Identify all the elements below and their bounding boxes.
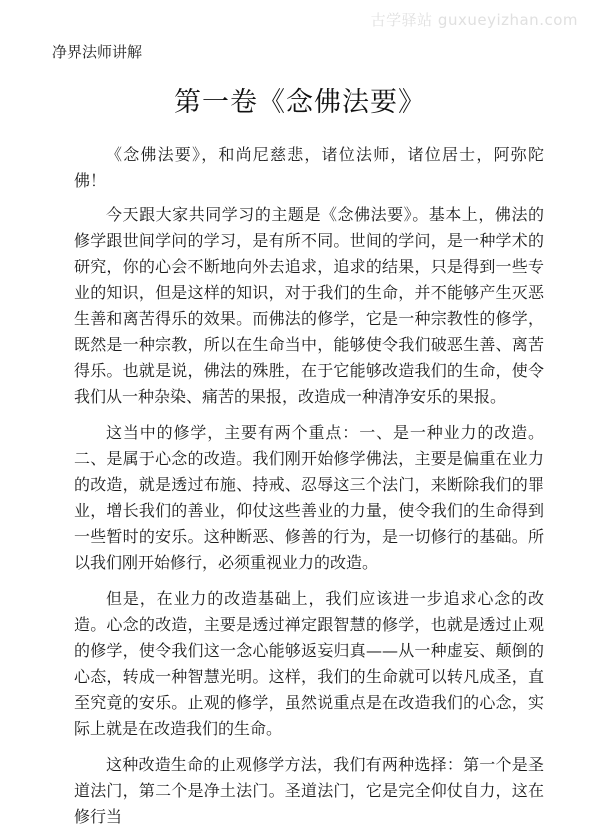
paragraph-4: 这种改造生命的止观修学方法，我们有两种选择：第一个是圣道法门，第二个是净土法门。圣道法门，它是完全仰仗自力，这在修行当: [74, 755, 544, 826]
paragraph-3: 但是，在业力的改造基础上，我们应该进一步追求心念的改造。心念的改造，主要是透过禅定跟智慧的修学，也就是透过止观的修学，使令我们这一念心能够返妄归真——从一种虚妄、颠倒的心态，转成一种智慧光明。这样，我们的生命就可以转凡成圣，直至究竟的安乐。止观的修学，虽然说重点是在改造我们的心念，实际上就是在改造我们的生命。: [74, 589, 544, 738]
site-watermark: 古学驿站 guxueyizhan.com: [370, 11, 578, 29]
paragraph-1: 今天跟大家共同学习的主题是《念佛法要》。基本上，佛法的修学跟世间学问的学习，是有所不同。世间的学问，是一种学术的研究，你的心会不断地向外去追求，追求的结果，只是得到一些专业的知识，但是这样的知识，对于我们的生命，并不能够产生灭恶生善和离苦得乐的效果。而佛法的修学，它是一种宗教性的修学，既然是一种宗教，所以在生命当中，能够使令我们破恶生善、离苦得乐。也就是说，佛法的殊胜，在于它能够改造我们的生命，使令我们从一种杂染、痛苦的果报，改造成一种清净安乐的果报。: [74, 205, 544, 406]
running-header: 净界法师讲解: [52, 43, 143, 61]
body-text: [74, 142, 544, 840]
paragraph-opening: 《念佛法要》，和尚尼慈悲，诸位法师，诸位居士，阿弥陀佛！: [74, 145, 544, 190]
chapter-title: 第一卷《念佛法要》: [174, 87, 426, 118]
paragraph-2: 这当中的修学，主要有两个重点：一、是一种业力的改造。二、是属于心念的改造。我们刚开始修学佛法，主要是偏重在业力的改造，就是透过布施、持戒、忍辱这三个法门，来断除我们的罪业，增长我们的善业，仰仗这些善业的力量，使令我们的生命得到一些暂时的安乐。这种断恶、修善的行为，是一切修行的基础。所以我们刚开始修行，必须重视业力的改造。: [74, 423, 544, 572]
